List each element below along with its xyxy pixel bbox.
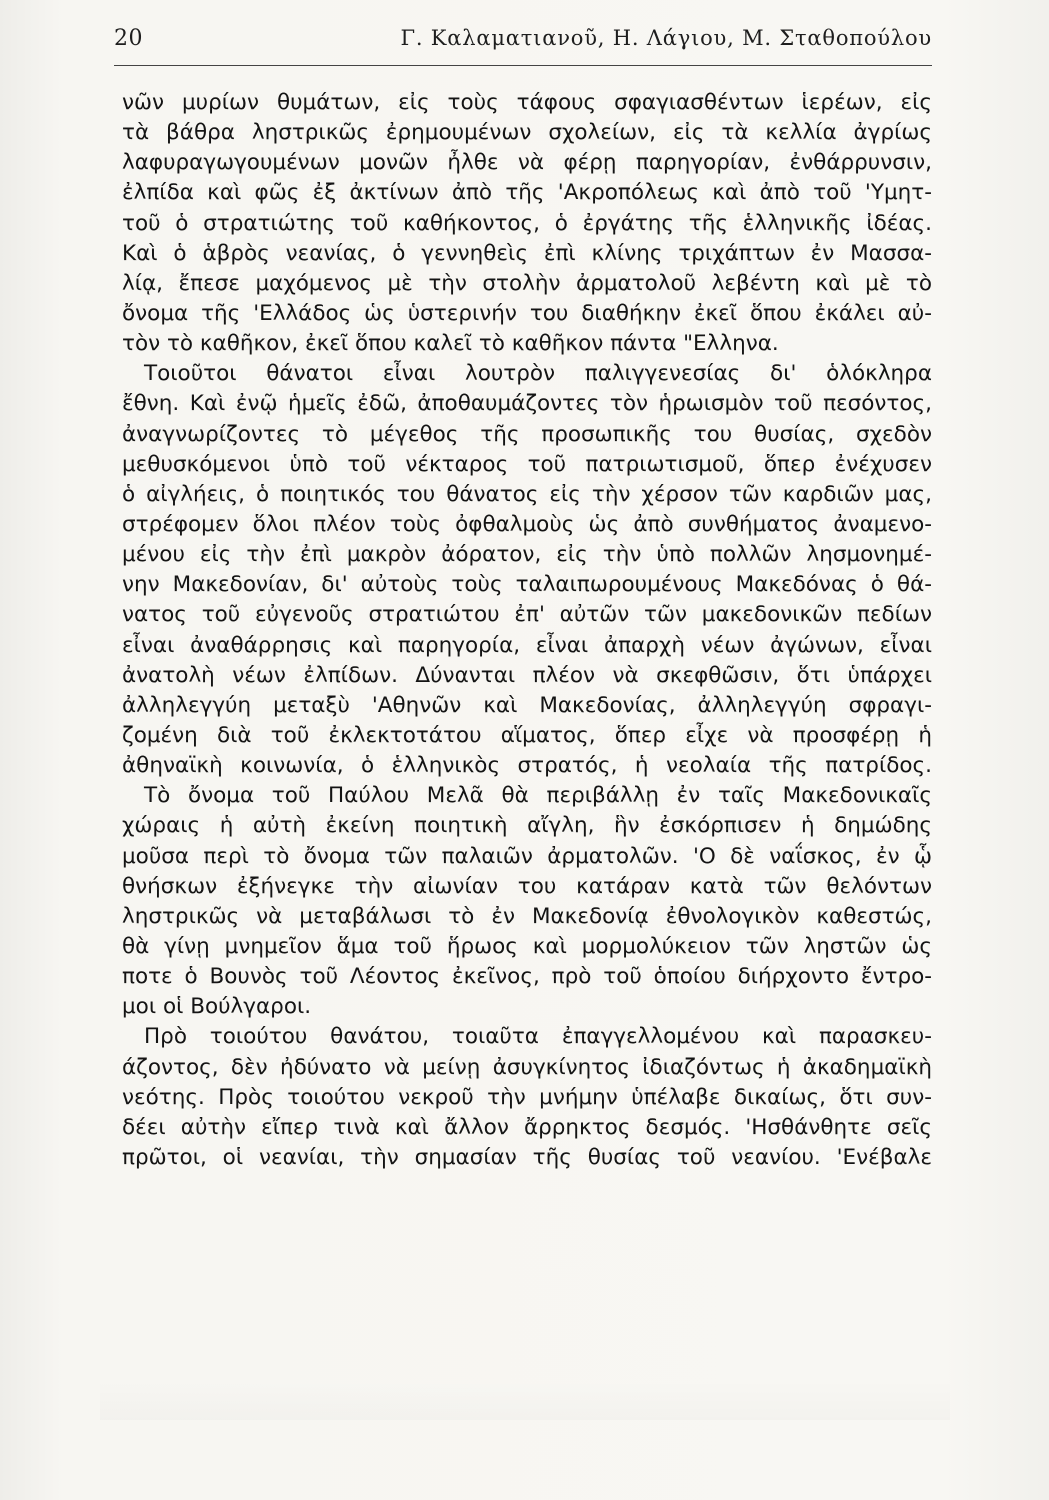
text-line: τοῦ ὁ στρατιώτης τοῦ καθήκοντος, ὁ ἐργάτης τῆς ἑλληνικῆς ἰδέας. — [122, 210, 932, 236]
text-line: εἶναι ἀναθάρρησις καὶ παρηγορία, εἶναι ἀπαρχὴ νέων ἀγώνων, εἶναι — [122, 632, 932, 658]
text-line: ἀθηναϊκὴ κοινωνία, ὁ ἑλληνικὸς στρατός, ἡ νεολαία τῆς πατρίδος. — [122, 753, 932, 779]
text-line: Καὶ ὁ ἁβρὸς νεανίας, ὁ γεννηθεὶς ἐπὶ κλίνης τριχάπτων ἐν Μασσα- — [122, 240, 932, 266]
text-line: θὰ γίνῃ μνημεῖον ἅμα τοῦ ἥρωος καὶ μορμολύκειον τῶν ληστῶν ὡς — [122, 933, 932, 959]
page-header — [114, 26, 932, 60]
text-line: τὸν τὸ καθῆκον, ἐκεῖ ὅπου καλεῖ τὸ καθῆκον πάντα "Ελληνα. — [122, 331, 779, 357]
text-line: δέει αὐτὴν εἴπερ τινὰ καὶ ἄλλον ἄρρηκτος δεσμός. 'Ησθάνθητε σεῖς — [122, 1114, 932, 1140]
text-line: μοῦσα περὶ τὸ ὄνομα τῶν παλαιῶν ἀρματολῶν. 'Ο δὲ ναΐσκος, ἐν ᾧ — [122, 843, 932, 869]
text-line: μεθυσκόμενοι ὑπὸ τοῦ νέκταρος τοῦ πατριωτισμοῦ, ὅπερ ἐνέχυσεν — [122, 451, 932, 477]
text-line: νην Μακεδονίαν, δι' αὐτοὺς τοὺς ταλαιπωρουμένους Μακεδόνας ὁ θά- — [122, 572, 932, 598]
text-line: ἐλπίδα καὶ φῶς ἐξ ἀκτίνων ἀπὸ τῆς 'Ακροπόλεως καὶ ἀπὸ τοῦ 'Υμητ- — [122, 180, 932, 206]
text-line: ἀναγνωρίζοντες τὸ μέγεθος τῆς προσωπικῆς του θυσίας, σχεδὸν — [122, 421, 932, 447]
text-line: χώραις ἡ αὐτὴ ἐκείνη ποιητικὴ αἴγλη, ἣν ἐσκόρπισεν ἡ δημώδης — [122, 813, 932, 839]
text-line: Τὸ ὄνομα τοῦ Παύλου Μελᾶ θὰ περιβάλλῃ ἐν ταῖς Μακεδονικαῖς — [144, 783, 932, 809]
text-line: πρῶτοι, οἱ νεανίαι, τὴν σημασίαν τῆς θυσίας τοῦ νεανίου. 'Ενέβαλε — [122, 1144, 932, 1170]
text-line: ἔθνη. Καὶ ἐνῷ ἡμεῖς ἐδῶ, ἀποθαυμάζοντες τὸν ἡρωισμὸν τοῦ πεσόντος, — [122, 391, 932, 417]
text-line: λαφυραγωγουμένων μονῶν ἦλθε νὰ φέρῃ παρηγορίαν, ἐνθάρρυνσιν, — [122, 150, 932, 176]
text-line: νῶν μυρίων θυμάτων, εἰς τοὺς τάφους σφαγιασθέντων ἱερέων, εἰς — [122, 90, 932, 115]
text-line: μένου εἰς τὴν ἐπὶ μακρὸν ἀόρατον, εἰς τὴν ὑπὸ πολλῶν λησμονημέ- — [122, 542, 932, 568]
text-line: άζοντος, δὲν ἠδύνατο νὰ μείνῃ ἀσυγκίνητος ἰδιαζόντως ἡ ἀκαδημαϊκὴ — [122, 1054, 932, 1080]
text-line: ἀλληλεγγύη μεταξὺ 'Αθηνῶν καὶ Μακεδονίας, ἀλληλεγγύη σφραγι- — [122, 692, 932, 718]
running-head: Γ. Καλαματιανοῦ, Η. Λάγιου, Μ. Σταθοπούλου — [400, 26, 932, 50]
text-line: τὰ βάθρα ληστρικῶς ἐρημουμένων σχολείων, εἰς τὰ κελλία ἀγρίως — [122, 120, 932, 146]
text-line: μοι οἱ Βούλγαροι. — [122, 994, 312, 1020]
text-line: Πρὸ τοιούτου θανάτου, τοιαῦτα ἐπαγγελλομένου καὶ παρασκευ- — [144, 1024, 932, 1050]
text-line: ἀνατολὴ νέων ἐλπίδων. Δύνανται πλέον νὰ σκεφθῶσιν, ὅτι ὑπάρχει — [122, 662, 932, 688]
text-line: στρέφομεν ὅλοι πλέον τοὺς ὀφθαλμοὺς ὡς ἀπὸ συνθήματος ἀναμενο- — [122, 511, 932, 537]
text-line: ζομένη διὰ τοῦ ἐκλεκτοτάτου αἵματος, ὅπερ εἶχε νὰ προσφέρῃ ἡ — [122, 722, 932, 748]
body-text — [122, 88, 932, 1173]
page-number: 20 — [114, 26, 143, 51]
page-bottom-shade — [100, 1380, 950, 1420]
text-line: ὄνομα τῆς 'Ελλάδος ὡς ὑστερινήν του διαθήκην ἐκεῖ ὅπου ἐκάλει αὐ- — [122, 300, 932, 326]
text-line: λίᾳ, ἔπεσε μαχόμενος μὲ τὴν στολὴν ἀρματολοῦ λεβέντη καὶ μὲ τὸ — [122, 270, 932, 296]
text-line: ὁ αἰγλήεις, ὁ ποιητικός του θάνατος εἰς τὴν χέρσον τῶν καρδιῶν μας, — [122, 481, 932, 507]
text-line: νεότης. Πρὸς τοιούτου νεκροῦ τὴν μνήμην ὑπέλαβε δικαίως, ὅτι συν- — [122, 1084, 932, 1110]
text-line: ληστρικῶς νὰ μεταβάλωσι τὸ ἐν Μακεδονίᾳ ἐθνολογικὸν καθεστώς, — [122, 903, 932, 929]
text-line: Τοιοῦτοι θάνατοι εἶναι λουτρὸν παλιγγενεσίας δι' ὁλόκληρα — [144, 361, 932, 387]
text-line: νατος τοῦ εὐγενοῦς στρατιώτου ἐπ' αὐτῶν τῶν μακεδονικῶν πεδίων — [122, 602, 932, 628]
text-line: ποτε ὁ Βουνὸς τοῦ Λέοντος ἐκεῖνος, πρὸ τοῦ ὁποίου διήρχοντο ἔντρο- — [122, 964, 932, 990]
text-line: θνήσκων ἐξήνεγκε τὴν αἰωνίαν του κατάραν κατὰ τῶν θελόντων — [122, 873, 932, 899]
header-rule — [114, 65, 932, 66]
